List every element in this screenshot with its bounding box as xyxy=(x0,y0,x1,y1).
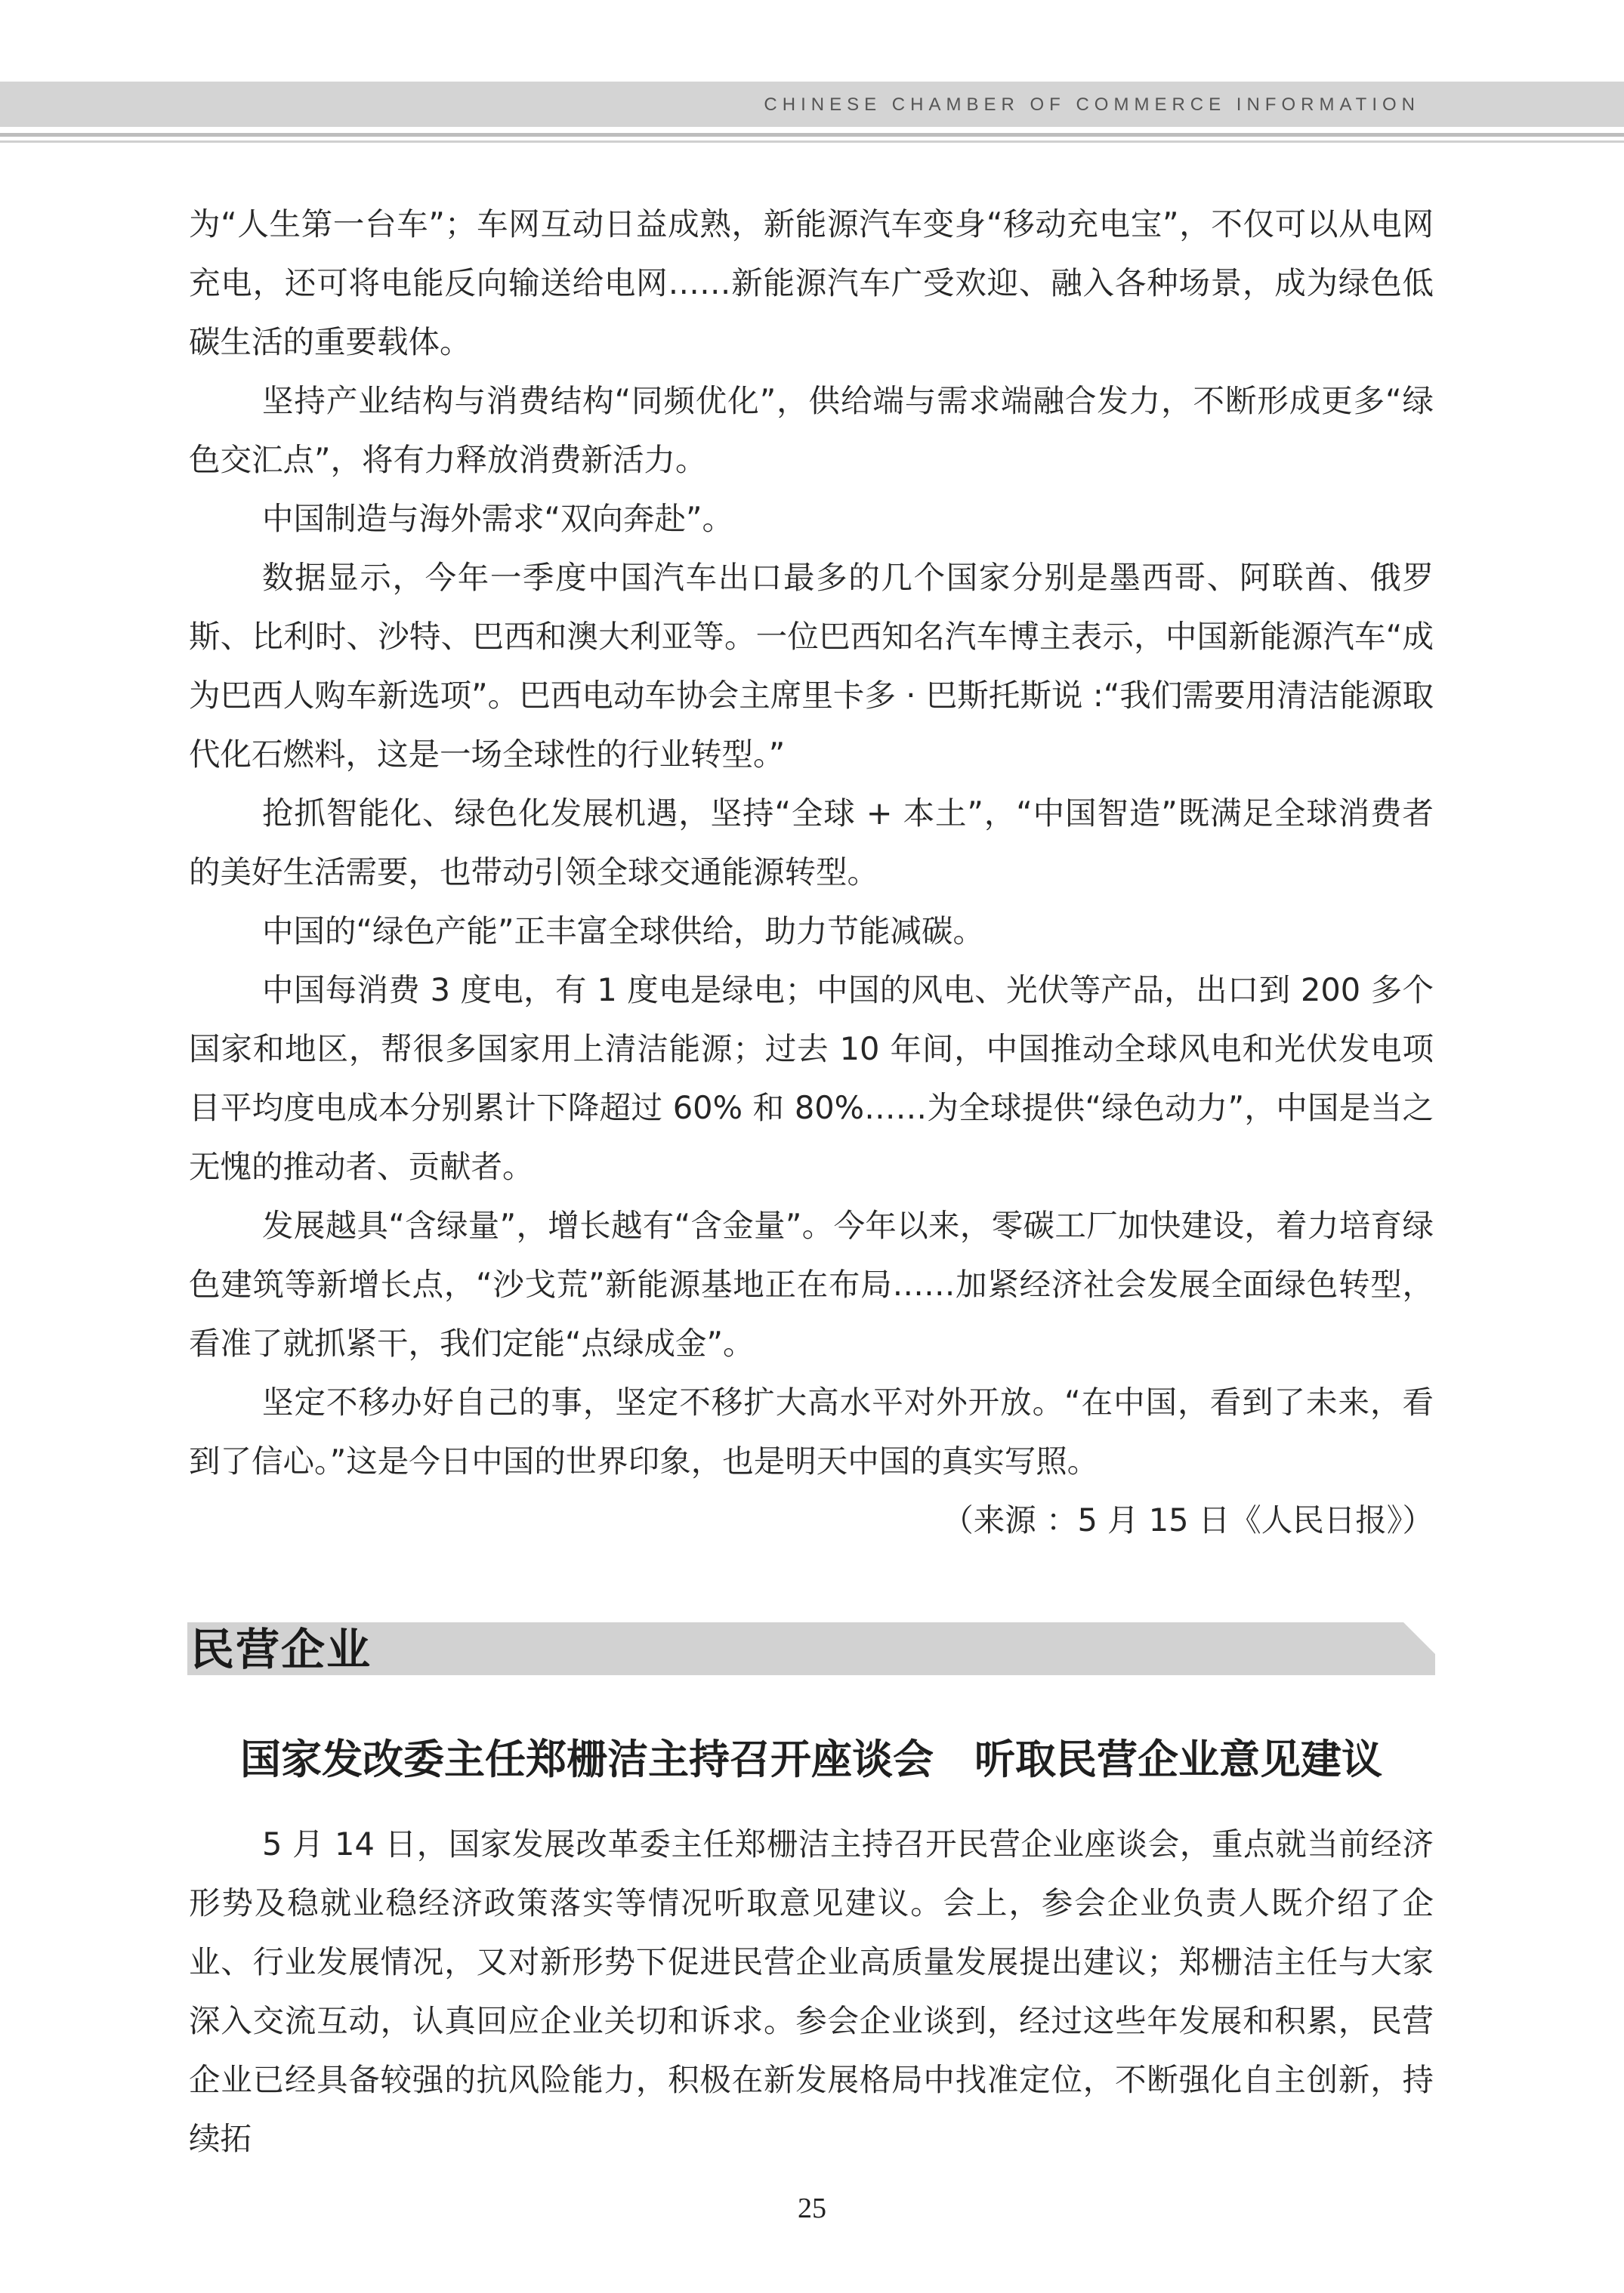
article-paragraph: 坚持产业结构与消费结构“同频优化”，供给端与需求端融合发力，不断形成更多“绿色交汇点”，将有力释放消费新活力。 xyxy=(189,382,1434,478)
article-paragraph: 发展越具“含绿量”，增长越有“含金量”。今年以来，零碳工厂加快建设，着力培育绿色建筑等新增长点，“沙戈荒”新能源基地正在布局……加紧经济社会发展全面绿色转型，看准了就抓紧干，我们定能“点绿成金”。 xyxy=(189,1207,1434,1362)
article-title: 国家发改委主任郑栅洁主持召开座谈会 听取民营企业意见建议 xyxy=(240,1736,1382,1783)
section-header-background xyxy=(187,1622,1435,1675)
article-paragraph: 5 月 14 日，国家发展改革委主任郑栅洁主持召开民营企业座谈会，重点就当前经济形势及稳就业稳经济政策落实等情况听取意见建议。会上，参会企业负责人既介绍了企业、行业发展情况，又对新形势下促进民营企业高质量发展提出建议；郑栅洁主任与大家深入交流互动，认真回应企业关切和诉求。参会企业谈到，经过这些年发展和积累，民营企业已经具备较强的抗风险能力，积极在新发展格局中找准定位，不断强化自主创新，持续拓 xyxy=(189,1825,1434,2157)
article-paragraph: 坚定不移办好自己的事，坚定不移扩大高水平对外开放。“在中国，看到了未来，看到了信心。”这是今日中国的世界印象，也是明天中国的真实写照。 xyxy=(189,1384,1434,1480)
article-paragraph: 中国的“绿色产能”正丰富全球供给，助力节能减碳。 xyxy=(262,912,985,949)
header-divider xyxy=(0,133,1624,137)
section-title: 民营企业 xyxy=(190,1624,372,1675)
article-paragraph: 数据显示，今年一季度中国汽车出口最多的几个国家分别是墨西哥、阿联酋、俄罗斯、比利时、沙特、巴西和澳大利亚等。一位巴西知名汽车博主表示，中国新能源汽车“成为巴西人购车新选项”。巴西电动车协会主席里卡多 · 巴斯托斯说 :“我们需要用清洁能源取代化石燃料，这是一场全球性的行业转型。” xyxy=(189,559,1434,773)
header-title: CHINESE CHAMBER OF COMMERCE INFORMATION xyxy=(764,94,1420,115)
article-body-2 xyxy=(189,1815,1434,2168)
article-paragraph: 中国制造与海外需求“双向奔赴”。 xyxy=(262,500,734,537)
section-header xyxy=(187,1622,1435,1675)
article-paragraph: 中国每消费 3 度电，有 1 度电是绿电；中国的风电、光伏等产品，出口到 200 多个国家和地区，帮很多国家用上清洁能源；过去 10 年间，中国推动全球风电和光伏发电项目平均度电成本分别累计下降超过 60% 和 80%……为全球提供“绿色动力”，中国是当之无愧的推动者、贡献者。 xyxy=(189,971,1434,1185)
header-divider-secondary xyxy=(0,140,1624,143)
article-body xyxy=(189,195,1434,1550)
page-number: 25 xyxy=(798,2193,826,2224)
article-paragraph: 抢抓智能化、绿色化发展机遇，坚持“全球 + 本土”，“中国智造”既满足全球消费者的美好生活需要，也带动引领全球交通能源转型。 xyxy=(189,795,1434,890)
article-paragraph: 为“人生第一台车”；车网互动日益成熟，新能源汽车变身“移动充电宝”，不仅可以从电网充电，还可将电能反向输送给电网……新能源汽车广受欢迎、融入各种场景，成为绿色低碳生活的重要载体。 xyxy=(189,205,1434,360)
article-source: （来源 ：5 月 15 日《人民日报》） xyxy=(942,1501,1434,1538)
